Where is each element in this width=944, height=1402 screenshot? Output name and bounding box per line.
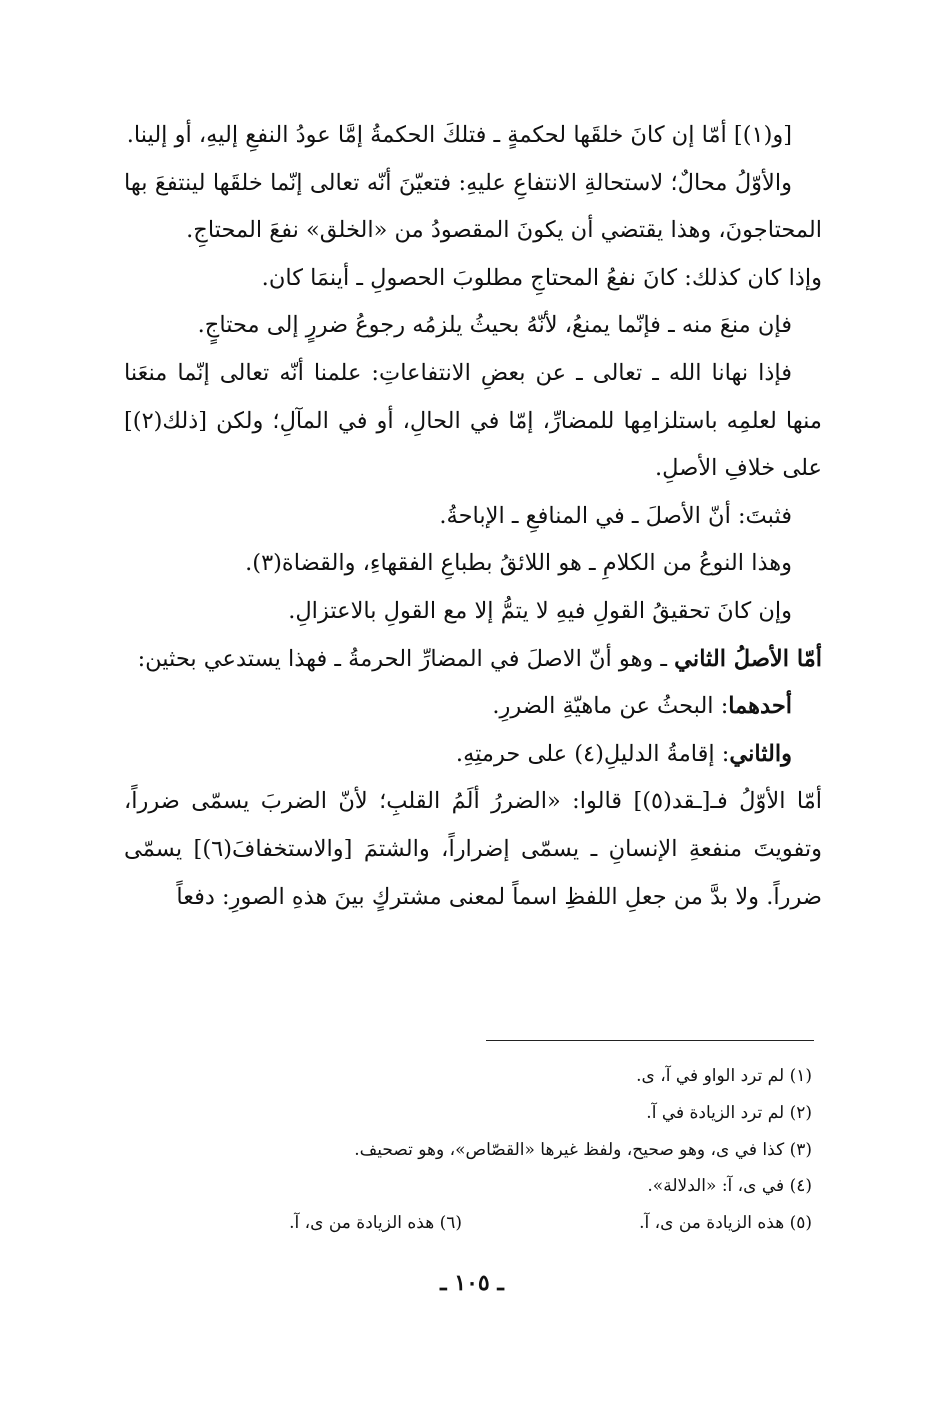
paragraph-first-topic xyxy=(124,683,822,731)
footnote-3: (٣) كذا في ى، وهو صحيح، ولفظ غيرها «القصّاص»، وهو تصحيف. xyxy=(354,1139,812,1160)
second-principle-heading: أمّا الأصلُ الثاني xyxy=(674,645,822,672)
footnote-1: (١) لم ترد الواو في آ، ى. xyxy=(636,1066,812,1086)
footnote-5: (٥) هذه الزيادة من ى، آ. xyxy=(639,1213,812,1234)
paragraph-5: فإذا نهانا الله ـ تعالى ـ عن بعضِ الانتفاعاتِ: علمنا أنّه تعالى إنّما منعَنا منها لعلمِه باستلزامِها للمضارِّ، إمّا في الحالِ، أو في المآلِ؛ ولكن [ذلك(٢)] على خلافِ الأصلِ. xyxy=(124,359,822,482)
paragraph-last: أمّا الأوّلُ فـ[ـقد(٥)] قالوا: «الضررُ ألَمُ القلبِ؛ لأنّ الضربَ يسمّى ضرراً، وتفويتَ منفعةِ الإنسانِ ـ يسمّى إضراراً، والشتمَ [والاستخفافَ(٦)] يسمّى ضرراً. ولا بدَّ من جعلِ اللفظِ اسماً لمعنى مشتركٍ بينَ هذهِ الصورِ: دفعاً xyxy=(124,788,822,910)
paragraph-3: وإذا كان كذلك: كانَ نفعُ المحتاجِ مطلوبَ الحصولِ ـ أينمَا كان. xyxy=(261,264,822,291)
second-principle-text: ـ وهو أنّ الاصلَ في المضارِّ الحرمةُ ـ فهذا يستدعي بحثين: xyxy=(137,645,675,672)
page-number: ـ ١٠٥ ـ xyxy=(440,1270,504,1296)
paragraph-4: فإن منعَ منه ـ فإنّما يمنعُ، لأنّهُ بحيثُ يلزمُه رجوعُ ضررٍ إلى محتاجٍ. xyxy=(197,312,792,339)
footnotes xyxy=(124,1058,812,1242)
first-topic-text: : البحثُ عن ماهيّةِ الضررِ. xyxy=(492,693,729,720)
paragraph-1: [و(١)] أمّا إن كانَ خلقَها لحكمةٍ ـ فتلكَ الحكمةُ إمَّا عودُ النفعِ إليهِ، أو إلينا. xyxy=(126,122,792,148)
footnote-6: (٦) هذه الزيادة من ى، آ. xyxy=(289,1213,462,1234)
paragraph-second-topic xyxy=(124,731,822,779)
footnote-2: (٢) لم ترد الزيادة في آ. xyxy=(646,1102,812,1123)
second-topic-heading: والثاني xyxy=(729,740,792,767)
second-topic-text: : إقامةُ الدليلِ(٤) على حرمتِهِ. xyxy=(455,740,730,767)
footnote-divider xyxy=(486,1040,814,1041)
paragraph-second-principle xyxy=(124,636,822,684)
footnote-pair xyxy=(124,1205,812,1242)
paragraph-2: والأوّلُ محالٌ؛ لاستحالةِ الانتفاعِ عليهِ: فتعيّنَ أنّه تعالى إنّما خلقَها لينتفعَ بها المحتاجونَ، وهذا يقتضي أن يكونَ المقصودُ من «الخلق» نفعَ المحتاجِ. xyxy=(124,169,822,244)
paragraph-6: فثبتَ: أنّ الأصلَ ـ في المنافعِ ـ الإباحةُ. xyxy=(439,502,792,529)
first-topic-heading: أحدهما xyxy=(728,693,792,720)
paragraph-8: وإن كانَ تحقيقُ القولِ فيهِ لا يتمُّ إلا مع القولِ بالاعتزالِ. xyxy=(288,597,792,624)
footnote-4: (٤) في ى، آ: «الدلالة». xyxy=(647,1176,812,1197)
paragraph-7: وهذا النوعُ من الكلامِ ـ هو اللائقُ بطباعِ الفقهاءِ، والقضاة(٣). xyxy=(245,550,792,577)
main-text xyxy=(124,112,822,921)
